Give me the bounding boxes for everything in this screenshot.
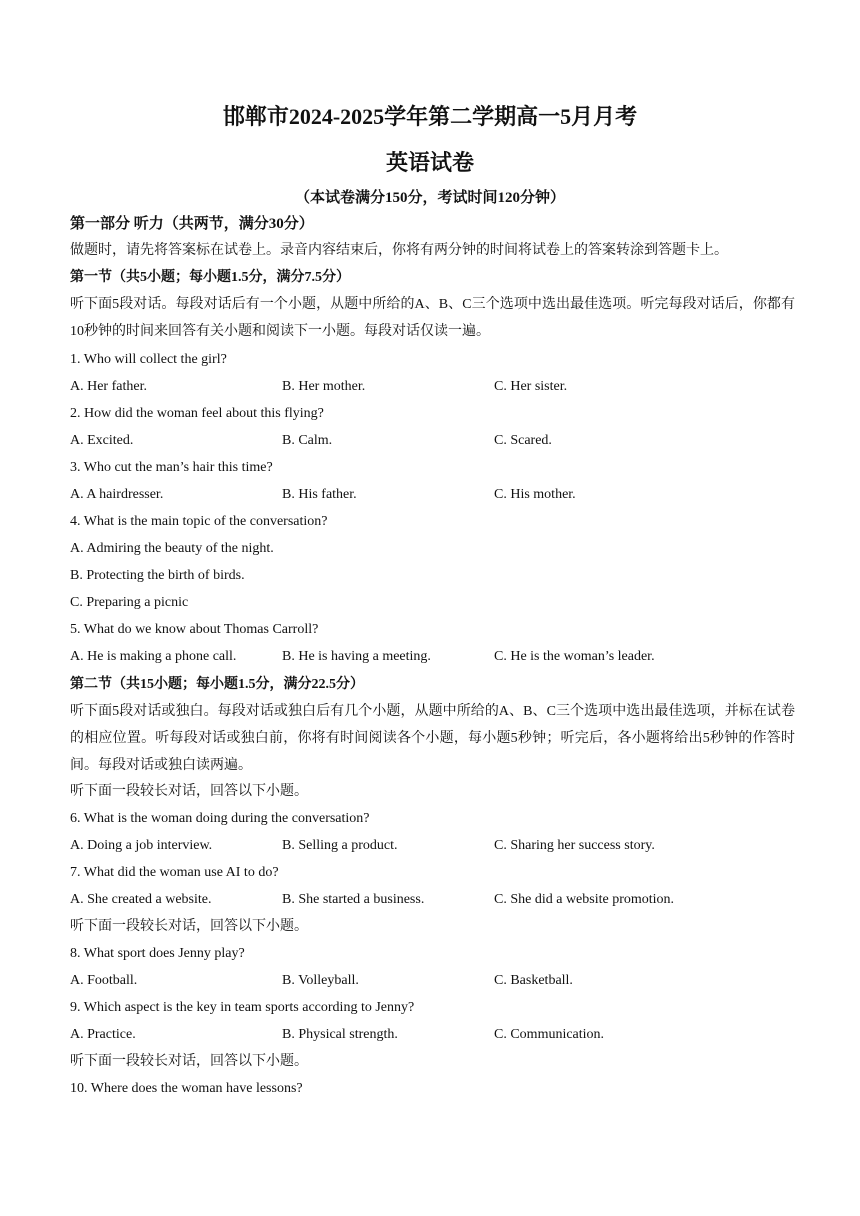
question-options (70, 836, 795, 856)
part1-heading: 第一部分 听力（共两节，满分30分） (70, 216, 314, 232)
question-stem: 10. Where does the woman have lessons? (70, 1081, 303, 1096)
question-stem: 1. Who will collect the girl? (70, 352, 227, 367)
section2-instruction: 听下面5段对话或独白。每段对话或独白后有几个小题，从题中所给的A、B、C三个选项中选出最佳选项，并标在试卷的相应位置。听每段对话或独白前，你将有时间阅读各个小题，每小题5秒钟；听完后，各小题将给出5秒钟的作答时间。每段对话或独白读两遍。 (70, 704, 795, 773)
section1-heading: 第一节（共5小题；每小题1.5分，满分7.5分） (70, 270, 350, 285)
option-a: A. Doing a job interview. (70, 838, 213, 853)
option-b: B. Protecting the birth of birds. (70, 568, 245, 583)
question-stem: 3. Who cut the man’s hair this time? (70, 460, 273, 475)
exam-title: 邯郸市2024-2025学年第二学期高一5月月考 (222, 104, 638, 129)
exam-note: （本试卷满分150分，考试时间120分钟） (294, 190, 565, 206)
option-a: A. Her father. (70, 379, 147, 394)
option-c: C. Basketball. (494, 973, 573, 988)
option-a: A. Football. (70, 973, 138, 988)
question-options (70, 890, 795, 910)
part1-instruction: 做题时，请先将答案标在试卷上。录音内容结束后，你将有两分钟的时间将试卷上的答案转涂到答题卡上。 (70, 243, 728, 258)
question-options (70, 647, 795, 667)
question-stem: 6. What is the woman doing during the conversation? (70, 811, 370, 826)
option-c: C. Preparing a picnic (70, 595, 189, 610)
question-stem: 7. What did the woman use AI to do? (70, 865, 279, 880)
option-b: B. Physical strength. (282, 1027, 398, 1042)
question-options (70, 971, 795, 991)
question-options (70, 377, 795, 397)
option-a: A. He is making a phone call. (70, 649, 237, 664)
question-stem: 2. How did the woman feel about this flying? (70, 406, 324, 421)
option-b: B. His father. (282, 487, 357, 502)
option-a: A. A hairdresser. (70, 487, 164, 502)
option-a: A. She created a website. (70, 892, 212, 907)
section1-instruction: 听下面5段对话。每段对话后有一个小题，从题中所给的A、B、C三个选项中选出最佳选项。听完每段对话后，你都有10秒钟的时间来回答有关小题和阅读下一小题。每段对话仅读一遍。 (70, 297, 795, 339)
option-c: C. Scared. (494, 433, 552, 448)
option-b: B. She started a business. (282, 892, 425, 907)
question-stem: 5. What do we know about Thomas Carroll? (70, 622, 319, 637)
question-options (70, 1025, 795, 1045)
option-b: B. Calm. (282, 433, 333, 448)
option-c: C. She did a website promotion. (494, 892, 675, 907)
question-stem: 8. What sport does Jenny play? (70, 946, 245, 961)
option-b: B. He is having a meeting. (282, 649, 431, 664)
option-c: C. Communication. (494, 1027, 605, 1042)
option-c: C. He is the woman’s leader. (494, 649, 655, 664)
question-stem: 4. What is the main topic of the conversation? (70, 514, 328, 529)
long-dialogue-prompt: 听下面一段较长对话，回答以下小题。 (70, 919, 308, 934)
option-b: B. Her mother. (282, 379, 366, 394)
option-a: A. Practice. (70, 1027, 136, 1042)
option-c: C. Her sister. (494, 379, 568, 394)
option-b: B. Volleyball. (282, 973, 359, 988)
option-c: C. His mother. (494, 487, 576, 502)
section2-heading: 第二节（共15小题；每小题1.5分，满分22.5分） (70, 677, 364, 692)
option-a: A. Admiring the beauty of the night. (70, 541, 274, 556)
question-options (70, 431, 795, 451)
question-options (70, 485, 795, 505)
option-c: C. Sharing her success story. (494, 838, 655, 853)
option-a: A. Excited. (70, 433, 134, 448)
exam-subtitle: 英语试卷 (385, 150, 474, 175)
option-b: B. Selling a product. (282, 838, 398, 853)
long-dialogue-prompt: 听下面一段较长对话，回答以下小题。 (70, 784, 308, 799)
long-dialogue-prompt: 听下面一段较长对话，回答以下小题。 (70, 1054, 308, 1069)
question-stem: 9. Which aspect is the key in team sports according to Jenny? (70, 1000, 415, 1015)
